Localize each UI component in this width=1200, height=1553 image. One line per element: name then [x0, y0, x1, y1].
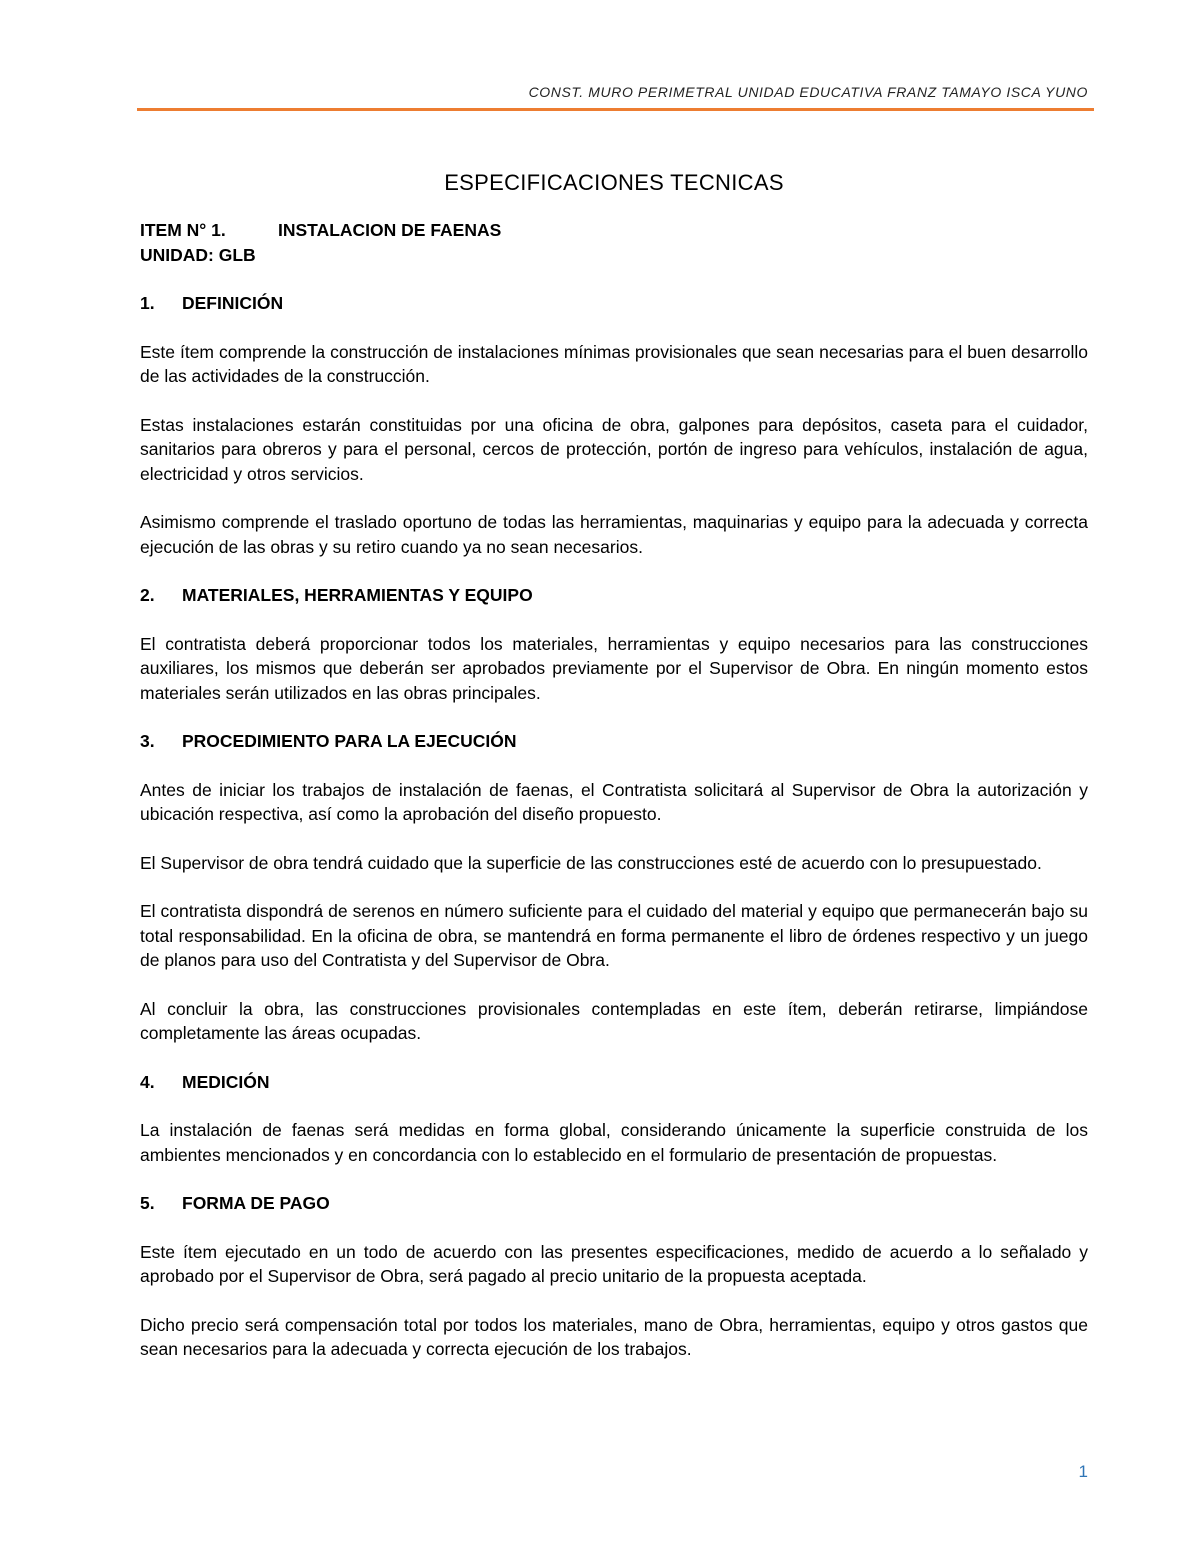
section-forma-de-pago	[140, 1191, 1088, 1362]
section-materiales	[140, 583, 1088, 705]
section-heading	[140, 583, 1088, 608]
section-title: MEDICIÓN	[182, 1071, 270, 1092]
paragraph: El contratista deberá proporcionar todos los materiales, herramientas y equipo necesarios para las construcciones auxiliares, los mismos que deberán ser aprobados previamente por el Supervisor de Obra. En ningún momento estos materiales serán utilizados en las obras principales.	[140, 633, 1088, 703]
section-title: FORMA DE PAGO	[182, 1193, 330, 1213]
section-number: 4.	[140, 1071, 155, 1092]
page-body	[140, 168, 1088, 1386]
section-definicion	[140, 291, 1088, 559]
section-procedimiento	[140, 729, 1088, 1046]
section-heading	[140, 291, 1088, 316]
paragraph: La instalación de faenas será medidas en forma global, considerando únicamente la superficie construida de los ambientes mencionados y en concordancia con lo establecido en el formulario de presentación de propuestas.	[140, 1120, 1088, 1165]
running-header: CONST. MURO PERIMETRAL UNIDAD EDUCATIVA FRANZ TAMAYO ISCA YUNO	[528, 84, 1088, 100]
page-title: ESPECIFICACIONES TECNICAS	[444, 170, 784, 195]
paragraph: El Supervisor de obra tendrá cuidado que la superficie de las construcciones esté de acuerdo con lo presupuestado.	[140, 852, 1042, 873]
paragraph: Dicho precio será compensación total por todos los materiales, mano de Obra, herramientas, equipo y otros gastos que sean necesarios para la adecuada y correcta ejecución de los trabajos.	[140, 1314, 1088, 1359]
section-title: DEFINICIÓN	[182, 293, 284, 313]
item-label: ITEM N° 1.	[140, 220, 226, 240]
paragraph: Antes de iniciar los trabajos de instalación de faenas, el Contratista solicitará al Supervisor de Obra la autorización y ubicación respectiva, así como la aprobación del diseño propuesto.	[140, 779, 1088, 824]
section-title: PROCEDIMIENTO PARA LA EJECUCIÓN	[182, 731, 517, 751]
header-rule	[137, 108, 1094, 111]
paragraph: Asimismo comprende el traslado oportuno de todas las herramientas, maquinarias y equipo para la adecuada y correcta ejecución de las obras y su retiro cuando ya no sean necesarios.	[140, 512, 1088, 557]
section-heading	[140, 729, 1088, 754]
section-title: MATERIALES, HERRAMIENTAS Y EQUIPO	[182, 585, 533, 605]
paragraph: Este ítem ejecutado en un todo de acuerdo con las presentes especificaciones, medido de acuerdo a lo señalado y aprobado por el Supervisor de Obra, será pagado al precio unitario de la propuesta aceptada.	[140, 1241, 1088, 1286]
section-heading	[140, 1191, 1088, 1216]
paragraph: Al concluir la obra, las construcciones provisionales contempladas en este ítem, deberán retirarse, limpiándose completamente las áreas ocupadas.	[140, 998, 1088, 1043]
section-medicion	[140, 1070, 1088, 1168]
item-name: INSTALACION DE FAENAS	[278, 220, 502, 240]
page-number: 1	[1078, 1462, 1088, 1481]
section-heading	[140, 1070, 1088, 1095]
unit-line: UNIDAD: GLB	[140, 244, 256, 265]
item-meta	[140, 218, 1088, 267]
section-number: 1.	[140, 293, 155, 313]
section-number: 3.	[140, 731, 155, 751]
paragraph: Estas instalaciones estarán constituidas por una oficina de obra, galpones para depósitos, caseta para el cuidador, sanitarios para obreros y para el personal, cercos de protección, portón de ingreso para vehículos, instalación de agua, electricidad y otros servicios.	[140, 414, 1088, 484]
paragraph: El contratista dispondrá de serenos en número suficiente para el cuidado del material y equipo que permanecerán bajo su total responsabilidad. En la oficina de obra, se mantendrá en forma permanente el libro de órdenes respectivo y un juego de planos para uso del Contratista y del Supervisor de Obra.	[140, 901, 1088, 970]
paragraph: Este ítem comprende la construcción de instalaciones mínimas provisionales que sean necesarias para el buen desarrollo de las actividades de la construcción.	[140, 341, 1088, 386]
section-number: 2.	[140, 585, 155, 605]
section-number: 5.	[140, 1193, 155, 1213]
item-line	[140, 218, 1088, 243]
